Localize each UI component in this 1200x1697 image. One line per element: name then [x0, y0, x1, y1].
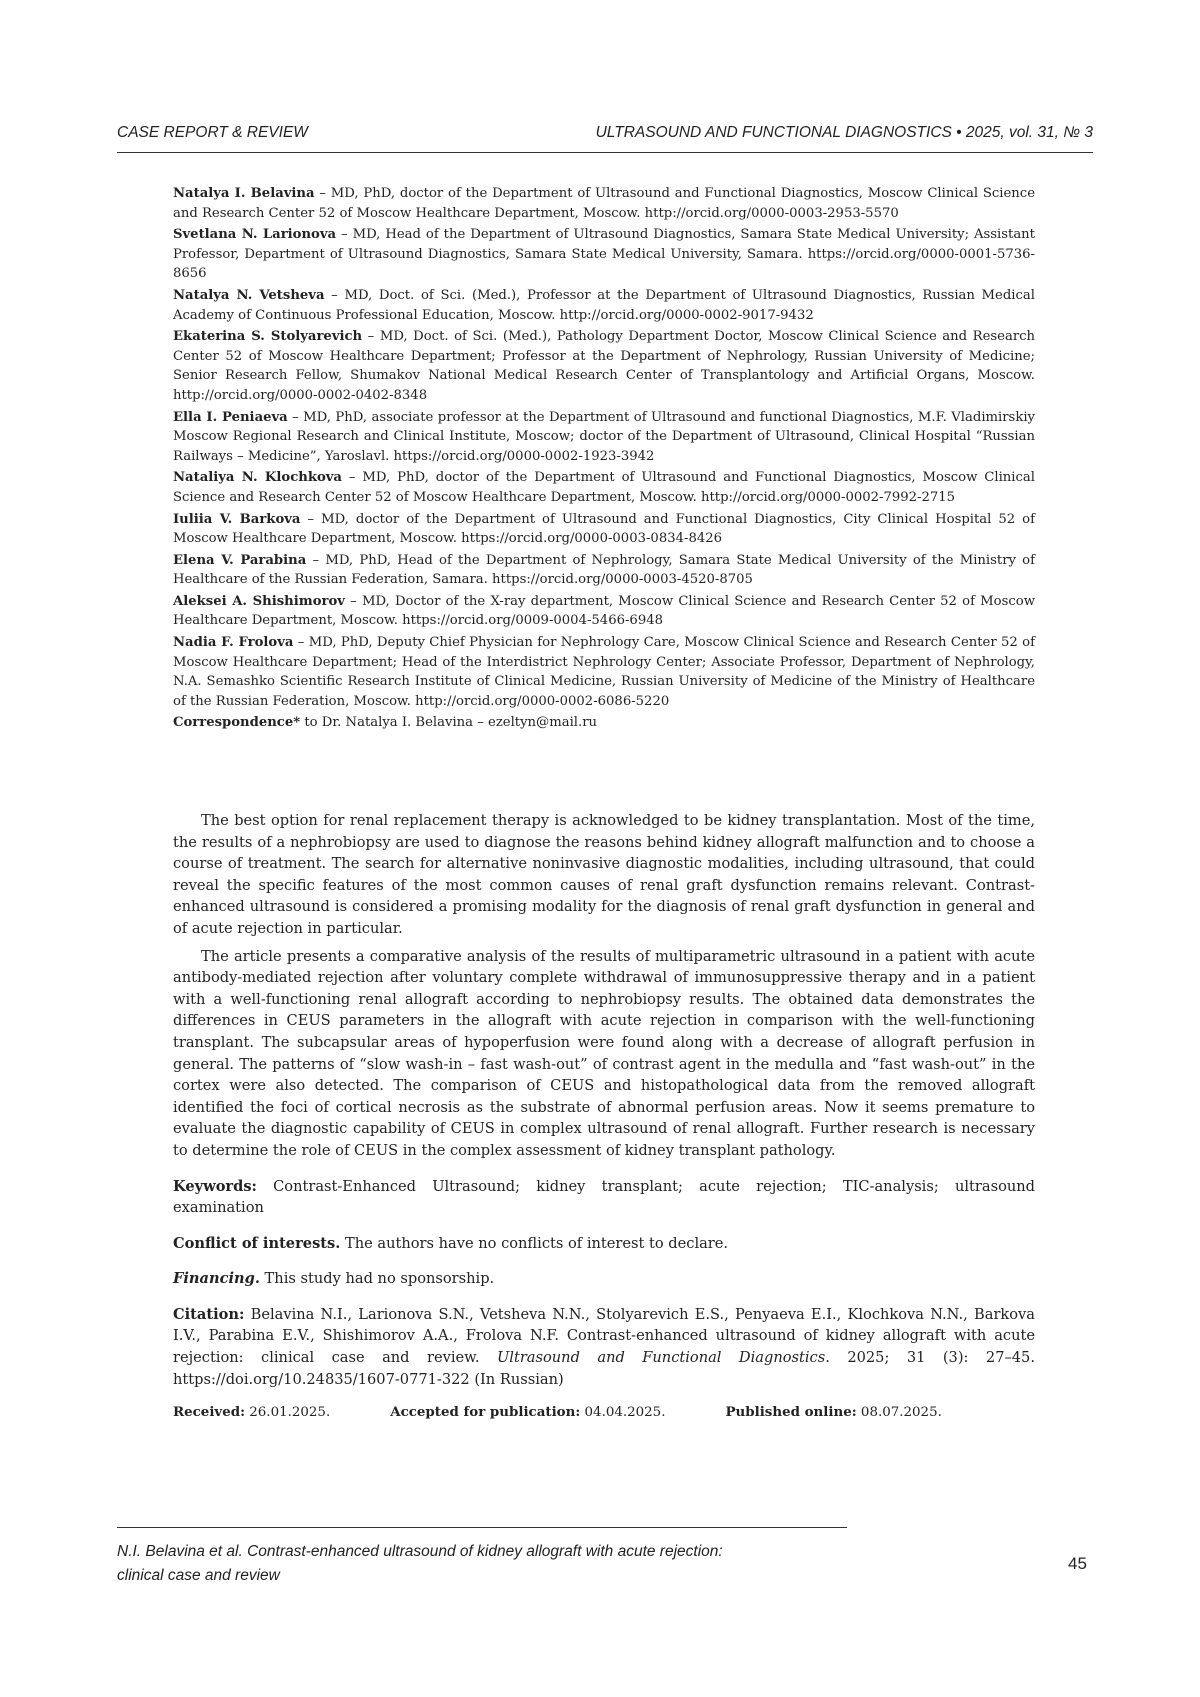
author-list [173, 184, 1035, 735]
date-value: 04.04.2025. [580, 1405, 665, 1420]
date-value: 26.01.2025. [245, 1405, 330, 1420]
author-entry [173, 468, 1035, 507]
author-name: Ella I. Peniaeva [173, 410, 288, 425]
financing-label: Financing. [173, 1270, 260, 1287]
correspondence [173, 713, 1035, 733]
author-info: – MD, Doctor of the X-ray department, Moscow Clinical Science and Research Center 52 of Moscow Healthcare Department, Moscow. https://orcid.org/0009-0004-5466-6948 [173, 594, 1035, 629]
footer-line: N.I. Belavina et al. Contrast-enhanced ultrasound of kidney allograft with acute rejection: [117, 1540, 877, 1564]
author-entry [173, 184, 1035, 223]
footer-rule [117, 1527, 847, 1528]
author-entry [173, 633, 1035, 711]
running-header [117, 124, 1093, 142]
citation [173, 1304, 1035, 1390]
journal-label: ULTRASOUND AND FUNCTIONAL DIAGNOSTICS • 2025, vol. 31, № 3 [596, 124, 1093, 142]
financing-text: This study had no sponsorship. [260, 1270, 494, 1287]
financing [173, 1268, 1035, 1290]
author-entry [173, 510, 1035, 549]
author-info: – MD, PhD, Deputy Chief Physician for Nephrology Care, Moscow Clinical Science and Research Center 52 of Moscow Healthcare Department; Head of the Interdistrict Nephrology Center; Associate Professor, Department of Nephrology, N.A. Semashko Scientific Research Institute of Clinical Medicine, Russian University of Medicine of the Ministry of Healthcare of the Russian Federation, Moscow. http://orcid.org/0000-0002-6086-5220 [173, 635, 1035, 709]
keywords-label: Keywords: [173, 1178, 257, 1195]
author-info: – MD, doctor of the Department of Ultrasound and Functional Diagnostics, City Clinical Hospital 52 of Moscow Healthcare Department, Moscow. https://orcid.org/0000-0003-0834-8426 [173, 512, 1035, 547]
author-info: – MD, Head of the Department of Ultrasound Diagnostics, Samara State Medical University; Assistant Professor, Department of Ultrasound Diagnostics, Samara State Medical University, Samara. https://orcid.org/0000-0001-5736-8656 [173, 227, 1035, 281]
author-info: – MD, PhD, Head of the Department of Nephrology, Samara State Medical University of the Ministry of Healthcare of the Russian Federation, Samara. https://orcid.org/0000-0003-4520-8705 [173, 553, 1035, 588]
abstract [173, 810, 1035, 1424]
section-label: CASE REPORT & REVIEW [117, 124, 308, 142]
author-info: – MD, PhD, associate professor at the Department of Ultrasound and functional Diagnostics, M.F. Vladimirskiy Moscow Regional Research and Clinical Institute, Moscow; doctor of the Department of Ultrasound, Clinical Hospital “Russian Railways – Medicine”, Yaroslavl. https://orcid.org/0000-0002-1923-3942 [173, 410, 1035, 464]
author-entry [173, 592, 1035, 631]
footer-line: clinical case and review [117, 1564, 877, 1588]
header-rule [117, 152, 1093, 153]
keywords [173, 1176, 1035, 1219]
author-name: Iuliia V. Barkova [173, 512, 300, 527]
author-info: – MD, Doct. of Sci. (Med.), Pathology Department Doctor, Moscow Clinical Science and Research Center 52 of Moscow Healthcare Department; Professor at the Department of Nephrology, Russian University of Medicine; Senior Research Fellow, Shumakov National Medical Research Center of Transplantology and Artificial Organs, Moscow. http://orcid.org/0000-0002-0402-8348 [173, 329, 1035, 403]
date-label: Published online: [725, 1404, 856, 1420]
citation-text: Belavina N.I., Larionova S.N., Vetsheva N.N., Stolyarevich E.S., Penyaeva E.I., Klochkova N.N., Barkova I.V., Parabina E.V., Shishimorov A.A., Frolova N.F. Contrast-enhanced ultrasound of kidney allograft with acute rejection: clinical case and review. [173, 1306, 1035, 1366]
date-label: Accepted for publication: [390, 1404, 580, 1420]
received-date [173, 1402, 330, 1424]
author-name: Natalya N. Vetsheva [173, 288, 325, 303]
citation-doi: . 2025; 31 (3): 27–45. https://doi.org/10.24835/1607-0771-322 (In Russian) [173, 1349, 1035, 1388]
author-entry [173, 225, 1035, 284]
author-name: Natalya I. Belavina [173, 186, 315, 201]
author-name: Nadia F. Frolova [173, 635, 293, 650]
conflict-label: Conflict of interests. [173, 1235, 340, 1252]
page-number: 45 [1068, 1554, 1087, 1574]
author-name: Elena V. Parabina [173, 553, 306, 568]
citation-label: Citation: [173, 1306, 244, 1323]
conflict-of-interests [173, 1233, 1035, 1255]
date-label: Received: [173, 1404, 245, 1420]
conflict-text: The authors have no conflicts of interest to declare. [340, 1235, 728, 1252]
citation-journal: Ultrasound and Functional Diagnostics [497, 1349, 825, 1366]
running-footer [117, 1540, 877, 1588]
keywords-text: Contrast-Enhanced Ultrasound; kidney transplant; acute rejection; TIC-analysis; ultrasound examination [173, 1178, 1035, 1217]
author-entry [173, 408, 1035, 467]
correspondence-label: Correspondence* [173, 715, 300, 730]
published-date [725, 1402, 941, 1424]
abstract-paragraph: The article presents a comparative analysis of the results of multiparametric ultrasound in a patient with acute antibody-mediated rejection after voluntary complete withdrawal of immunosuppressive therapy and in a patient with a well-functioning renal allograft according to nephrobiopsy results. The obtained data demonstrates the differences in CEUS parameters in the allograft with acute rejection in comparison with the well-functioning transplant. The subcapsular areas of hypoperfusion were found along with a decrease of allograft perfusion in general. The patterns of “slow wash-in – fast wash-out” of contrast agent in the medulla and “fast wash-out” in the cortex were also detected. The comparison of CEUS and histopathological data from the removed allograft identified the foci of cortical necrosis as the substrate of abnormal perfusion areas. Now it seems premature to evaluate the diagnostic capability of CEUS in complex ultrasound of renal allograft. Further research is necessary to determine the role of CEUS in the complex assessment of kidney transplant pathology. [173, 946, 1035, 1162]
accepted-date [390, 1402, 665, 1424]
author-entry [173, 327, 1035, 405]
author-entry [173, 286, 1035, 325]
publication-dates [173, 1402, 1035, 1424]
correspondence-text: to Dr. Natalya I. Belavina – ezeltyn@mail.ru [300, 715, 597, 730]
author-info: – MD, PhD, doctor of the Department of Ultrasound and Functional Diagnostics, Moscow Clinical Science and Research Center 52 of Moscow Healthcare Department, Moscow. http://orcid.org/0000-0003-2953-5570 [173, 186, 1035, 221]
author-info: – MD, Doct. of Sci. (Med.), Professor at the Department of Ultrasound Diagnostics, Russian Medical Academy of Continuous Professional Education, Moscow. http://orcid.org/0000-0002-9017-9432 [173, 288, 1035, 323]
author-name: Svetlana N. Larionova [173, 227, 336, 242]
date-value: 08.07.2025. [857, 1405, 942, 1420]
author-name: Nataliya N. Klochkova [173, 470, 342, 485]
author-name: Ekaterina S. Stolyarevich [173, 329, 362, 344]
author-entry [173, 551, 1035, 590]
author-name: Aleksei A. Shishimorov [173, 594, 345, 609]
author-info: – MD, PhD, doctor of the Department of Ultrasound and Functional Diagnostics, Moscow Clinical Science and Research Center 52 of Moscow Healthcare Department, Moscow. http://orcid.org/0000-0002-7992-2715 [173, 470, 1035, 505]
abstract-paragraph: The best option for renal replacement therapy is acknowledged to be kidney transplantation. Most of the time, the results of a nephrobiopsy are used to diagnose the reasons behind kidney allograft malfunction and to choose a course of treatment. The search for alternative noninvasive diagnostic modalities, including ultrasound, that could reveal the specific features of the most common causes of renal graft dysfunction remains relevant. Contrast-enhanced ultrasound is considered a promising modality for the diagnosis of renal graft dysfunction in general and of acute rejection in particular. [173, 810, 1035, 940]
